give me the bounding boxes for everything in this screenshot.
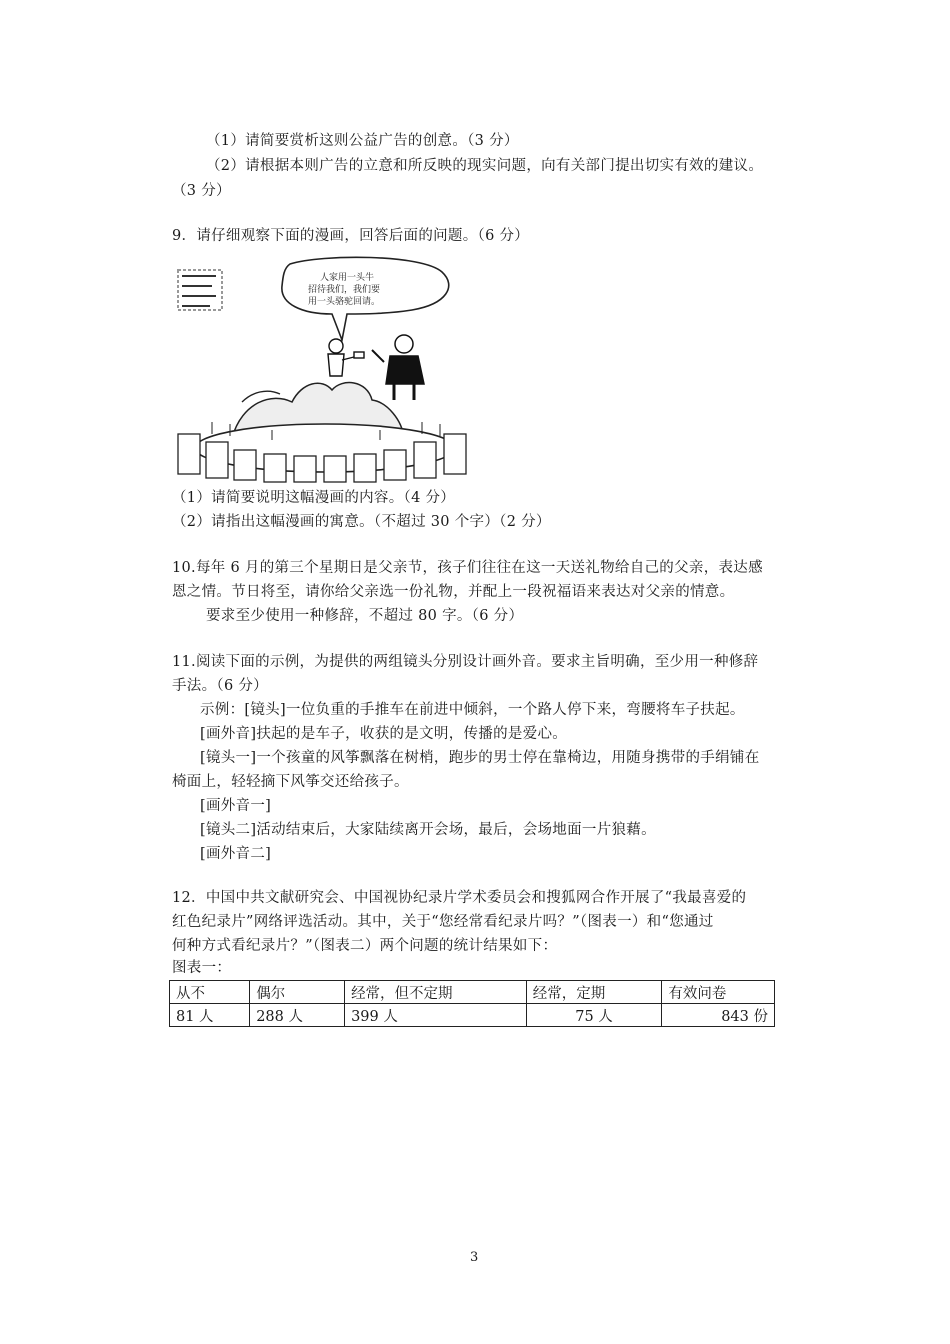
speech-line-3: 用一头骆驼回请。	[308, 297, 381, 307]
q9-title: 9．请仔细观察下面的漫画，回答后面的问题。（6 分）	[172, 228, 530, 244]
q11-example-voice: [画外音]扶起的是车子，收获的是文明，传播的是爱心。	[200, 726, 568, 742]
q12-line3: 何种方式看纪录片？”（图表二）两个问题的统计结果如下：	[172, 938, 558, 954]
table-cell: 843 份	[662, 1004, 775, 1027]
q12-line2: 红色纪录片”网络评选活动。其中，关于“您经常看纪录片吗？”（图表一）和“您通过	[172, 914, 714, 930]
speech-line-2: 招待我们，我们要	[308, 285, 381, 295]
q10-line1: 10.每年 6 月的第三个星期日是父亲节，孩子们往往在这一天送礼物给自己的父亲，表达感	[172, 560, 763, 576]
q10-line2: 恩之情。节日将至，请你给父亲选一份礼物，并配上一段祝福语来表达对父亲的情意。	[172, 584, 735, 600]
q11-shot1-line2: 椅面上，轻轻摘下风筝交还给孩子。	[172, 774, 409, 790]
q12-line1: 12．中国中共文献研究会、中国视协纪录片学术委员会和搜狐网合作开展了“我最喜爱的	[172, 890, 747, 906]
table-row	[170, 1004, 775, 1027]
table-cell: 81 人	[170, 1004, 250, 1027]
waiter-figure	[328, 339, 364, 376]
table-header-row	[170, 981, 775, 1004]
page-number: 3	[470, 1250, 479, 1265]
q10-line3: 要求至少使用一种修辞，不超过 80 字。（6 分）	[206, 608, 524, 624]
table-cell: 399 人	[345, 1004, 527, 1027]
q8-sub2-score: （3 分）	[172, 183, 231, 199]
q9-sub1: （1）请简要说明这幅漫画的内容。（4 分）	[172, 490, 456, 506]
q11-voice2: [画外音二]	[200, 846, 272, 862]
table-caption: 图表一：	[172, 960, 232, 976]
q11-voice1: [画外音一]	[200, 798, 272, 814]
stamp-mark	[178, 270, 222, 310]
q8-sub2: （2）请根据本则广告的立意和所反映的现实问题，向有关部门提出切实有效的建议。	[206, 158, 764, 174]
q11-example: 示例：[镜头]一位负重的手推车在前进中倾斜，一个路人停下来，弯腰将车子扶起。	[200, 702, 745, 718]
q8-sub1: （1）请简要赏析这则公益广告的创意。（3 分）	[206, 133, 519, 149]
table-header-cell: 经常，定期	[526, 981, 662, 1004]
q11-line1: 11.阅读下面的示例，为提供的两组镜头分别设计画外音。要求主旨明确，至少用一种修辞	[172, 654, 759, 670]
q9-sub2: （2）请指出这幅漫画的寓意。（不超过 30 个字）（2 分）	[172, 514, 551, 530]
q11-line2: 手法。（6 分）	[172, 678, 268, 694]
table-header-cell: 从不	[170, 981, 250, 1004]
stats-table	[169, 980, 775, 1027]
q11-shot2: [镜头二]活动结束后，大家陆续离开会场，最后，会场地面一片狼藉。	[200, 822, 656, 838]
table-header-cell: 偶尔	[250, 981, 345, 1004]
table-header-cell: 有效问卷	[662, 981, 775, 1004]
table-cell: 75 人	[526, 1004, 662, 1027]
table-cell: 288 人	[250, 1004, 345, 1027]
q11-shot1-line1: [镜头一]一个孩童的风筝飘落在树梢，跑步的男士停在靠椅边，用随身携带的手绢铺在	[200, 750, 760, 766]
table-header-cell: 经常，但不定期	[345, 981, 527, 1004]
speech-line-1: 人家用一头牛	[320, 273, 375, 283]
speaking-official-figure	[372, 335, 424, 400]
cartoon-image	[172, 252, 478, 484]
